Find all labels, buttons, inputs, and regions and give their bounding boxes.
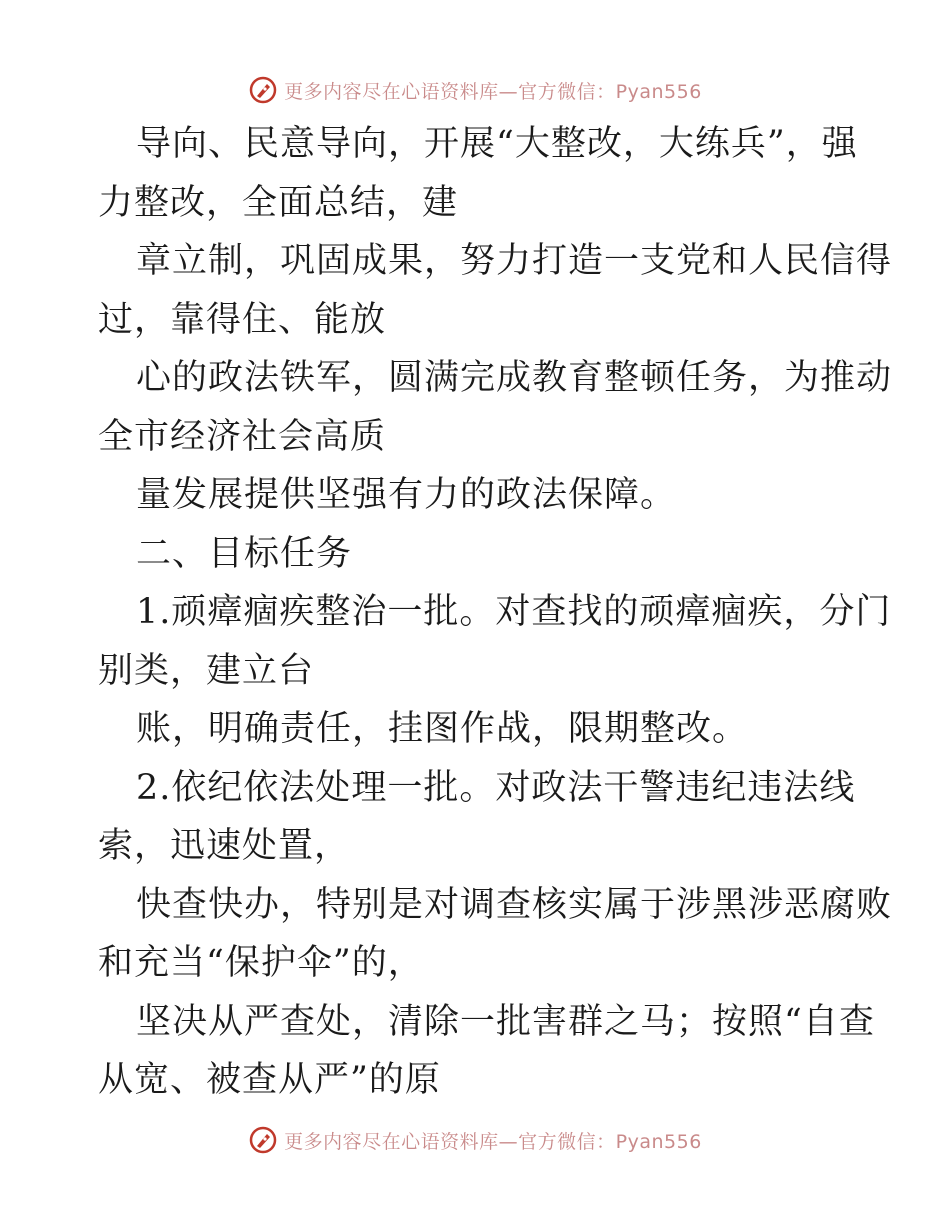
body-line: 别类，建立台 — [98, 650, 315, 691]
header-watermark-text: 更多内容尽在心语资料库—官方微信：Pyan556 — [284, 80, 702, 103]
body-line: 章立制，巩固成果，努力打造一支党和人民信得 — [136, 241, 893, 281]
body-line: 全市经济社会高质 — [98, 416, 387, 457]
body-line: 导向、民意导向，开展“大整改，大练兵”，强 — [136, 124, 858, 164]
body-line: 1.顽瘴痼疾整治一批。对查找的顽瘴痼疾，分门 — [136, 592, 892, 632]
body-line: 和充当“保护伞”的， — [98, 943, 424, 983]
body-line: 量发展提供坚强有力的政法保障。 — [136, 475, 677, 515]
document-body — [98, 115, 893, 1110]
body-line: 坚决从严查处，清除一批害群之马；按照“自查 — [136, 1001, 875, 1042]
body-line: 2.依纪依法处理一批。对政法干警违纪违法线 — [136, 767, 856, 808]
body-line: 过，靠得住、能放 — [98, 299, 387, 340]
body-line: 索，迅速处置， — [98, 826, 351, 866]
body-line: 从宽、被查从严”的原 — [98, 1060, 441, 1100]
pen-nib-logo-icon — [248, 1125, 278, 1155]
body-line: 力整改，全面总结，建 — [98, 182, 459, 223]
body-line: 二、目标任务 — [136, 533, 353, 574]
body-line: 快查快办，特别是对调查核实属于涉黑涉恶腐败 — [136, 884, 893, 925]
body-line: 账，明确责任，挂图作战，限期整改。 — [136, 709, 749, 749]
pen-nib-logo-icon — [248, 75, 278, 105]
body-line: 心的政法铁军，圆满完成教育整顿任务，为推动 — [136, 358, 893, 398]
footer-watermark — [0, 1120, 950, 1160]
header-watermark — [0, 70, 950, 110]
footer-watermark-text: 更多内容尽在心语资料库—官方微信：Pyan556 — [284, 1130, 702, 1153]
